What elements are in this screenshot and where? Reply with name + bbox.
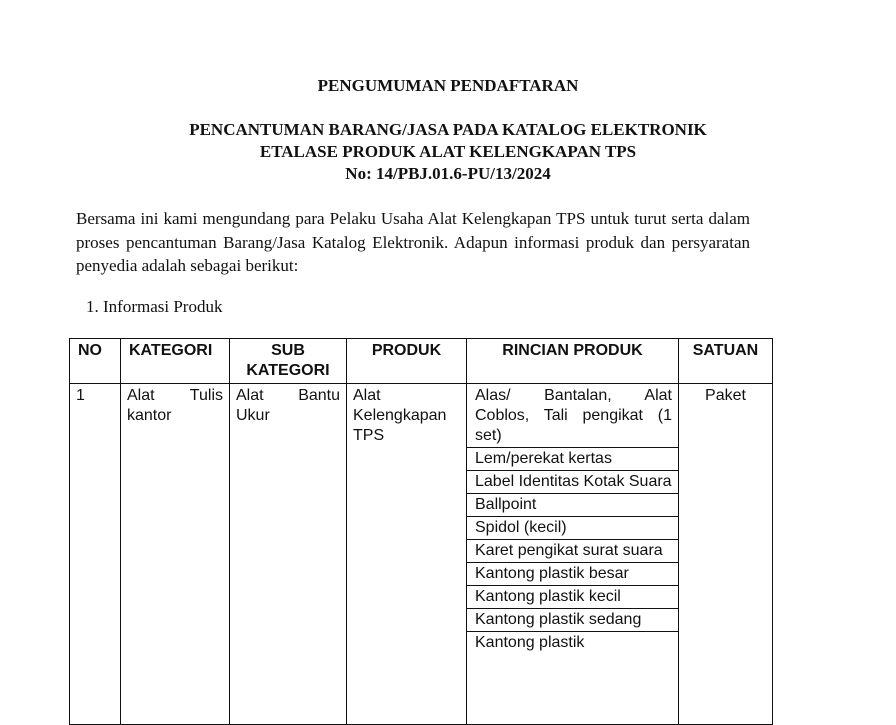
row-sub-kategori: Alat Bantu Ukur — [236, 387, 340, 424]
header-no: NO — [70, 339, 121, 384]
detail-item: Alas/ Bantalan, Alat Coblos, Tali pengikat (1 set) — [475, 387, 672, 444]
detail-item: Label Identitas Kotak Suara — [467, 470, 678, 493]
row-no: 1 — [76, 387, 85, 404]
header-produk: PRODUK — [347, 339, 467, 384]
header-satuan: SATUAN — [679, 339, 773, 384]
row-kategori: Alat Tulis kantor — [127, 387, 223, 424]
section-heading: 1. Informasi Produk — [86, 297, 223, 316]
detail-item: Karet pengikat surat suara — [467, 539, 678, 562]
row-satuan: Paket — [705, 387, 746, 404]
announcement-subtitle-2: ETALASE PRODUK ALAT KELENGKAPAN TPS — [259, 142, 637, 161]
detail-item: Kantong plastik kecil — [467, 585, 678, 608]
detail-item: Ballpoint — [467, 493, 678, 516]
header-kategori: KATEGORI — [121, 339, 230, 384]
detail-item: Kantong plastik — [467, 631, 678, 654]
detail-item: Spidol (kecil) — [467, 516, 678, 539]
intro-paragraph: Bersama ini kami mengundang para Pelaku Usaha Alat Kelengkapan TPS untuk turut serta dalam proses pencantuman Barang/Jasa Katalog Elektronik. Adapun informasi produk dan persyaratan penyedia adalah sebagai berikut: — [76, 209, 750, 275]
detail-item: Kantong plastik sedang — [467, 608, 678, 631]
row-produk: Alat Kelengkapan TPS — [353, 387, 447, 444]
detail-item: Kantong plastik besar — [467, 562, 678, 585]
header-sub-kategori: SUB KATEGORI — [230, 339, 347, 384]
header-rincian-produk: RINCIAN PRODUK — [467, 339, 679, 384]
table-row — [70, 384, 773, 725]
announcement-number: No: 14/PBJ.01.6-PU/13/2024 — [345, 164, 551, 183]
product-table — [69, 338, 773, 725]
announcement-subtitle-1: PENCANTUMAN BARANG/JASA PADA KATALOG ELEKTRONIK — [189, 120, 707, 139]
announcement-title: PENGUMUMAN PENDAFTARAN — [317, 76, 579, 95]
detail-item: Lem/perekat kertas — [467, 447, 678, 470]
